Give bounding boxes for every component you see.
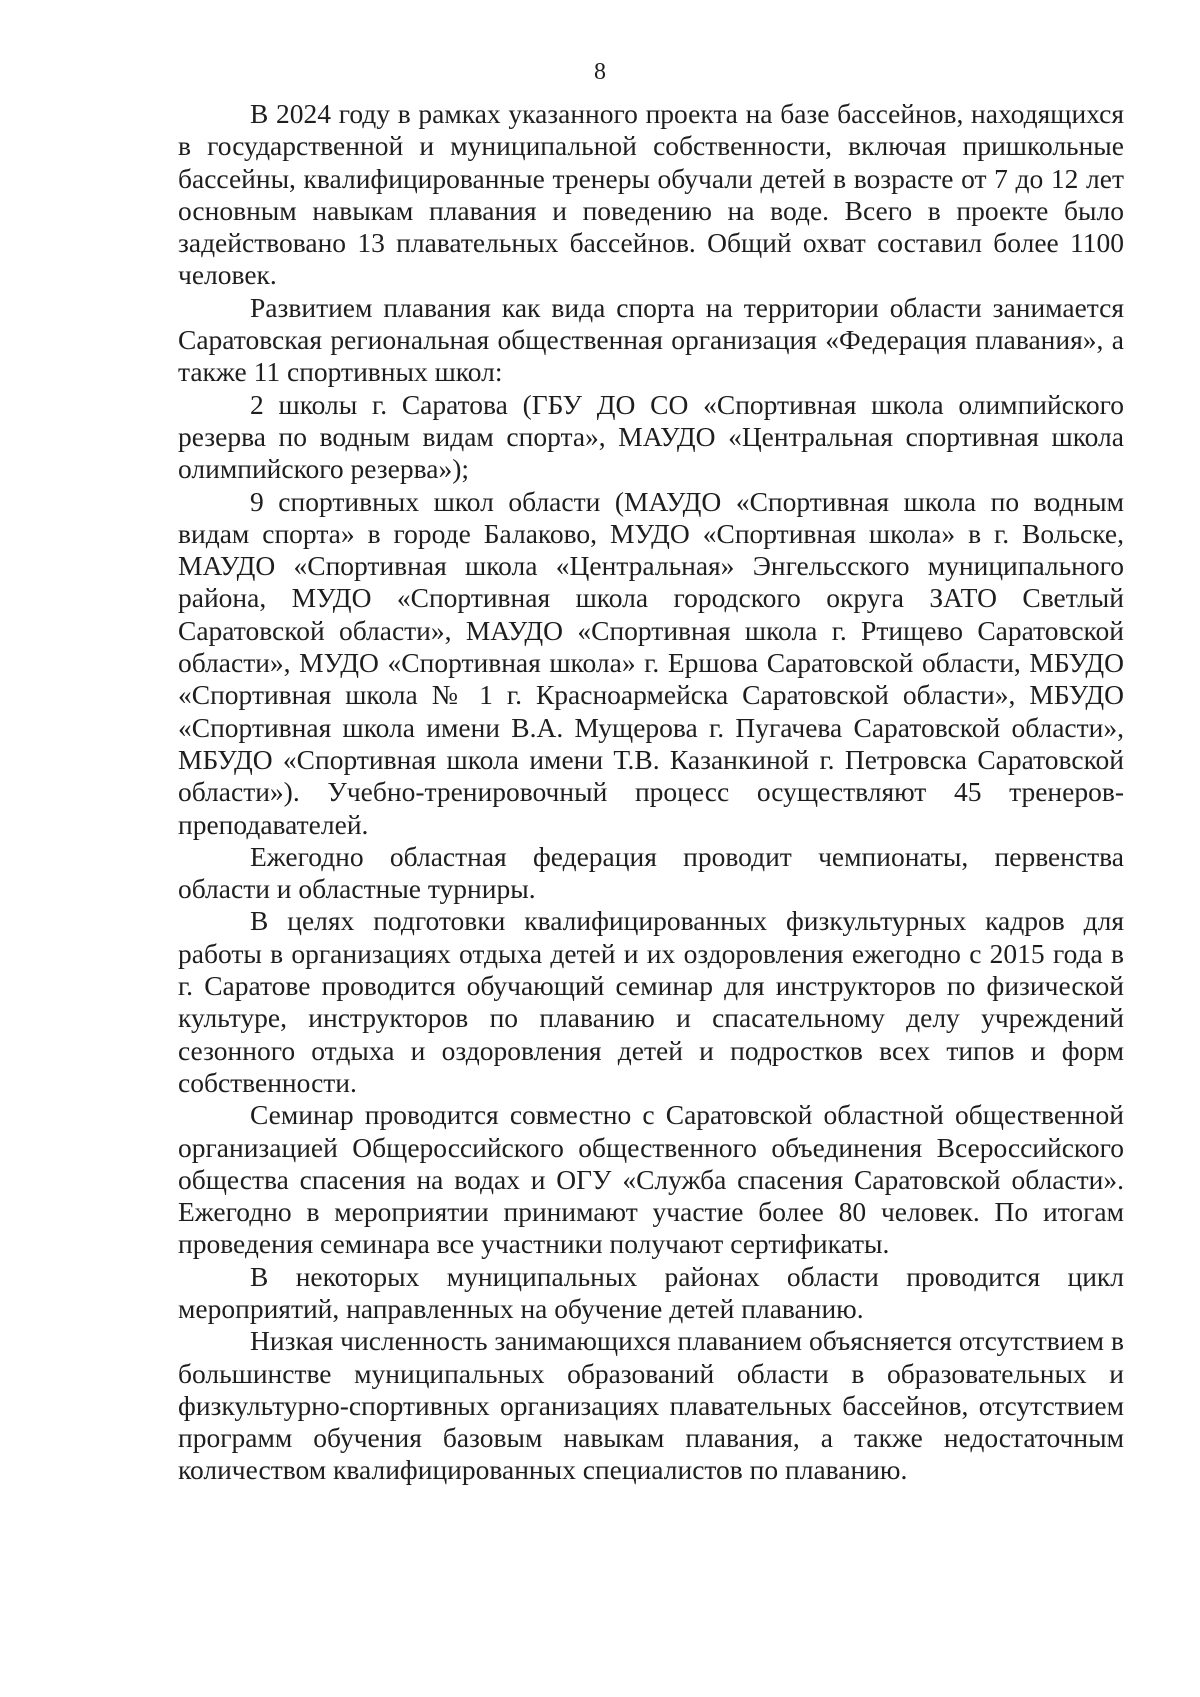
paragraph-seminar-partners: Семинар проводится совместно с Саратовской областной общественной организацией Общероссийского общественного объединения Всероссийского общества спасения на водах и ОГУ «Служба спасения Саратовской области». Ежегодно в мероприятии принимают участие более 80 человек. По итогам проведения семинара все участники получают сертификаты.	[178, 1099, 1124, 1260]
paragraph-saratov-schools: 2 школы г. Саратова (ГБУ ДО СО «Спортивная школа олимпийского резерва по водным видам спорта», МАУДО «Центральная спортивная школа олимпийского резерва»);	[178, 388, 1124, 485]
paragraph-instructor-seminar: В целях подготовки квалифицированных физкультурных кадров для работы в организациях отдыха детей и их оздоровления ежегодно с 2015 года в г. Саратове проводится обучающий семинар для инструкторов по физической культуре, инструкторов по плаванию и спасательному делу учреждений сезонного отдыха и оздоровления детей и подростков всех типов и форм собственности.	[178, 905, 1124, 1098]
document-body	[178, 98, 1124, 1487]
paragraph-municipal-events: В некоторых муниципальных районах области проводится цикл мероприятий, направленных на обучение детей плаванию.	[178, 1260, 1124, 1324]
paragraph-championships: Ежегодно областная федерация проводит чемпионаты, первенства области и областные турниры.	[178, 840, 1124, 905]
paragraph-regional-schools: 9 спортивных школ области (МАУДО «Спортивная школа по водным видам спорта» в городе Балаково, МУДО «Спортивная школа» в г. Вольске, МАУДО «Спортивная школа «Центральная» Энгельсского муниципального района, МУДО «Спортивная школа городского округа ЗАТО Светлый Саратовской области», МАУДО «Спортивная школа г. Ртищево Саратовской области», МУДО «Спортивная школа» г. Ершова Саратовской области, МБУДО «Спортивная школа № 1 г. Красноармейска Саратовской области», МБУДО «Спортивная школа имени В.А. Мущерова г. Пугачева Саратовской области», МБУДО «Спортивная школа имени Т.В. Казанкиной г. Петровска Саратовской области»). Учебно-тренировочный процесс осуществляют 45 тренеров-преподавателей.	[178, 485, 1124, 840]
paragraph-swimming-project-2024: В 2024 году в рамках указанного проекта на базе бассейнов, находящихся в государственной и муниципальной собственности, включая пришкольные бассейны, квалифицированные тренеры обучали детей в возрасте от 7 до 12 лет основным навыкам плавания и поведению на воде. Всего в проекте было задействовано 13 плавательных бассейнов. Общий охват составил более 1100 человек.	[178, 98, 1124, 291]
paragraph-swimming-federation: Развитием плавания как вида спорта на территории области занимается Саратовская региональная общественная организация «Федерация плавания», а также 11 спортивных школ:	[178, 291, 1124, 388]
page-number: 8	[594, 59, 606, 85]
paragraph-low-participation: Низкая численность занимающихся плаванием объясняется отсутствием в большинстве муниципальных образований области в образовательных и физкультурно-спортивных организациях плавательных бассейнов, отсутствием программ обучения базовым навыкам плавания, а также недостаточным количеством квалифицированных специалистов по плаванию.	[178, 1325, 1124, 1486]
